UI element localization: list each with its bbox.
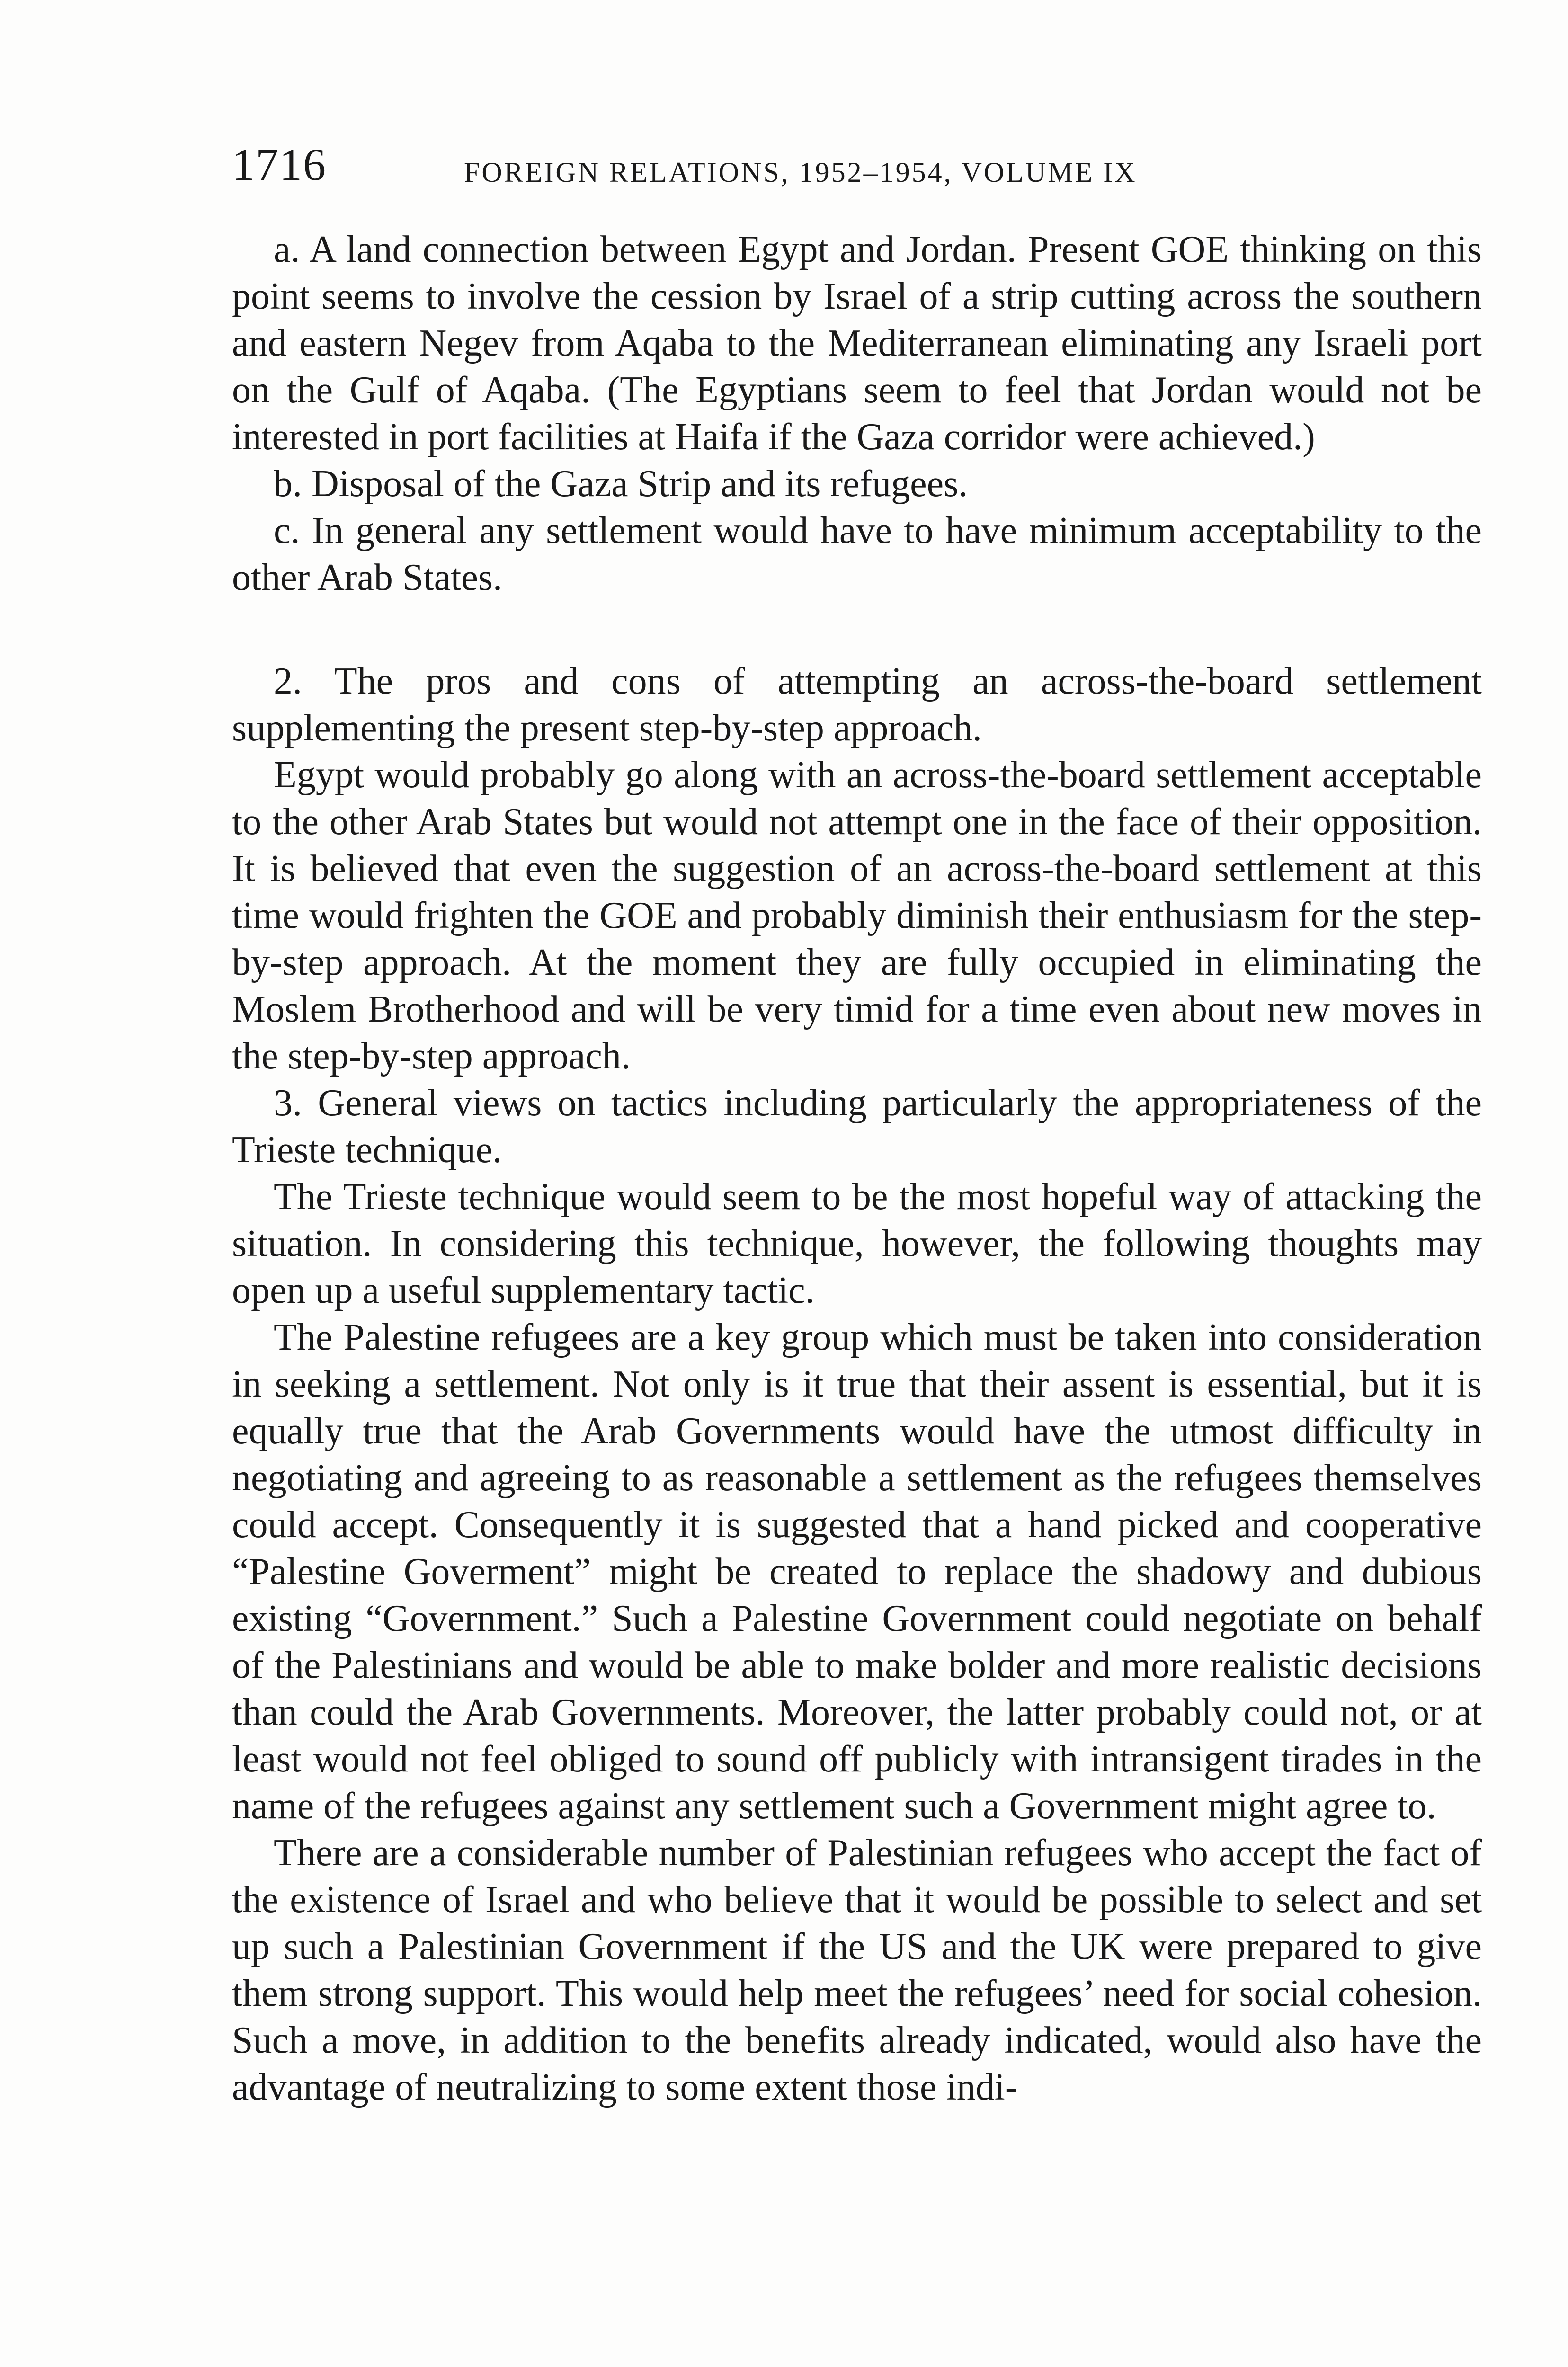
running-head — [232, 139, 1482, 204]
point-2-heading: 2. The pros and cons of attempting an across-the-board settlement supplementing the present step-by-step approach. — [232, 660, 1482, 749]
body-text — [232, 226, 1482, 2111]
egypt-paragraph: Egypt would probably go along with an across-the-board settlement acceptable to the other Arab States but would not attempt one in the face of their opposition. It is believed that even the suggestion of an across-the-board settlement at this time would frighten the GOE and probably diminish their enthusiasm for the step-by-step approach. At the moment they are fully occupied in eliminating the Moslem Brotherhood and will be very timid for a time even about new moves in the step-by-step approach. — [232, 754, 1482, 1077]
palestine-paragraph: The Palestine refugees are a key group which must be taken into consideration in seeking a settlement. Not only is it true that their assent is essential, but it is equally true that the Arab Governments would have the utmost difficulty in negotiating and agreeing to as reasonable a settlement as the refugees themselves could accept. Consequently it is suggested that a hand picked and cooperative “Palestine Goverment” might be created to replace the shadowy and dubious existing “Government.” Such a Palestine Government could negotiate on behalf of the Palestinians and would be able to make bolder and more realistic decisions than could the Arab Governments. Moreover, the latter probably could not, or at least would not feel obliged to sound off publicly with intransigent tirades in the name of the refugees against any settlement such a Government might agree to. — [232, 1317, 1482, 1827]
page-number: 1716 — [232, 139, 327, 190]
item-a-paragraph: a. A land connection between Egypt and Jordan. Present GOE thinking on this point seems to involve the cession by Israel of a strip cutting across the southern and eastern Negev from Aqaba to the Mediterranean eliminating any Israeli port on the Gulf of Aqaba. (The Egyptians seem to feel that Jordan would not be interested in port facilities at Haifa if the Gaza corridor were achieved.) — [232, 229, 1482, 458]
item-b-paragraph: b. Disposal of the Gaza Strip and its refugees. — [274, 463, 968, 505]
trieste-paragraph: The Trieste technique would seem to be the most hopeful way of attacking the situation. In considering this technique, however, the following thoughts may open up a useful supplementary tactic. — [232, 1176, 1482, 1311]
volume-title: FOREIGN RELATIONS, 1952–1954, VOLUME IX — [464, 157, 1137, 188]
item-c-paragraph: c. In general any settlement would have to have minimum acceptability to the other Arab States. — [232, 510, 1482, 598]
refugees-paragraph: There are a considerable number of Palestinian refugees who accept the fact of the existence of Israel and who believe that it would be possible to select and set up such a Palestinian Government if the US and the UK were prepared to give them strong support. This would help meet the refugees’ need for social cohesion. Such a move, in addition to the benefits already indicated, would also have the advantage of neutralizing to some extent those indi- — [232, 1832, 1482, 2108]
point-3-heading: 3. General views on tactics including particularly the appropriateness of the Trieste technique. — [232, 1082, 1482, 1171]
